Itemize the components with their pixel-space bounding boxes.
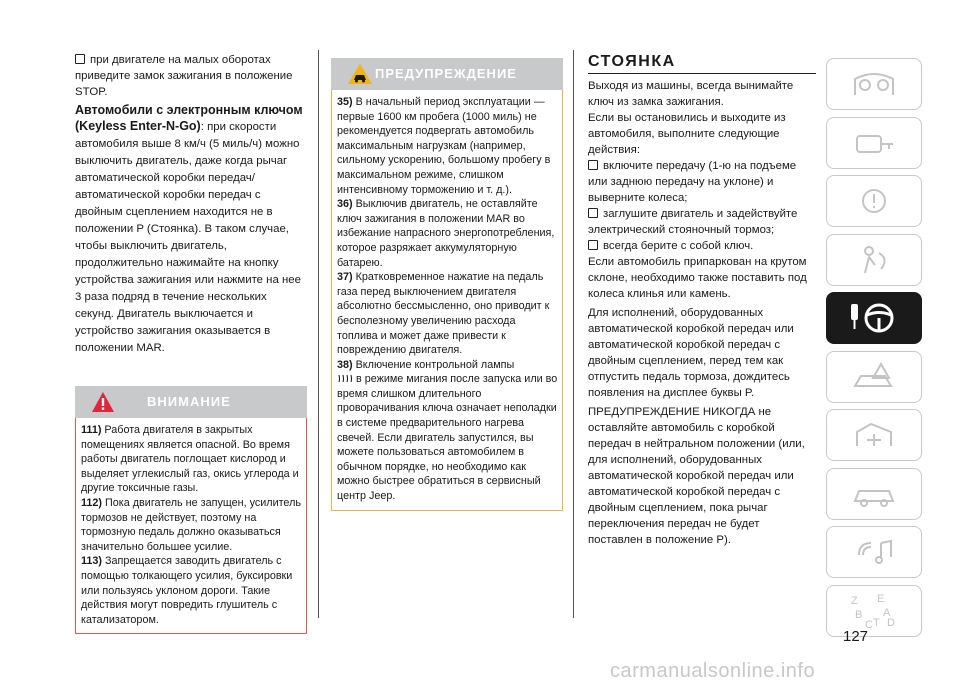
roadside-icon xyxy=(851,360,897,394)
warning-title: ВНИМАНИЕ xyxy=(147,394,231,409)
tab-service[interactable] xyxy=(826,409,922,461)
caution-content xyxy=(331,90,563,511)
caution-item-38-cont: в режиме мигания после запуска или во время слишком длительного проворачивания ключа означает неполадки в системе предварительного нагрева свечей. Если двигатель запустился, вы можете пользоваться автомобилем в обычном порядке, но необходимо как можно быстрее обратиться в сервисный центр Jeep. xyxy=(337,373,558,503)
column-left xyxy=(75,52,307,634)
steering-key-icon xyxy=(847,300,899,336)
watermark: carmanualsonline.info xyxy=(610,660,816,682)
car-key-icon xyxy=(851,126,897,160)
tab-multimedia[interactable] xyxy=(826,526,922,578)
tab-car-spec[interactable] xyxy=(826,468,922,520)
alphabet-letter-z: Z xyxy=(851,594,858,607)
caution-car-icon xyxy=(347,63,373,85)
multimedia-icon xyxy=(851,535,897,569)
car-spec-icon xyxy=(851,477,897,511)
column-divider-1 xyxy=(318,50,319,618)
alphabet-letter-e: E xyxy=(877,592,885,605)
alphabet-letter-t: T xyxy=(873,616,880,629)
caution-header xyxy=(331,58,563,90)
warning-block xyxy=(75,386,307,634)
alphabet-index-icon xyxy=(849,592,899,630)
tab-steering-key[interactable] xyxy=(826,292,922,344)
caution-title: ПРЕДУПРЕЖДЕНИЕ xyxy=(375,66,517,81)
parking-bullet-2: заглушите двигатель и задействуйте электрический стояночный тормоз; xyxy=(588,208,798,236)
parking-p1: Выходя из машины, всегда вынимайте ключ из замка зажигания. xyxy=(588,80,794,108)
caution-item-37: 37) Кратковременное нажатие на педаль газа перед выключением двигателя абсолютно бессмысленно, оно приводит к бесполезному увеличению расхода топлива и может даже привести к повреждению двигателя. xyxy=(337,271,550,357)
warning-item-112: 112) Пока двигатель не запущен, усилитель тормозов не действует, поэтому на тормозную педаль должно оказываться значительно большее усилие. xyxy=(81,496,302,553)
parking-p4: Для исполнений, оборудованных автоматической коробкой передач или автоматической коробкой передач с двойным сцеплением, перед тем как отпустить педаль тормоза, дождитесь появления на дисплее буквы P. xyxy=(588,307,794,399)
warning-header xyxy=(75,386,307,418)
warning-triangle-icon xyxy=(91,391,115,413)
section-title: СТОЯНКА xyxy=(588,53,676,70)
page-number: 127 xyxy=(843,628,869,645)
caution-item-35: 35) В начальный период эксплуатации — первые 1600 км пробега (1000 миль) не рекомендуется подвергать автомобиль максимальным нагрузкам (например, сильному ускорению, большому пробегу в максимальном режиме, слишком интенсивному торможению и т. д.). xyxy=(337,96,551,196)
column-right xyxy=(588,54,816,548)
parking-p2: Если вы остановились и выходите из автомобиля, выполните следующие действия: xyxy=(588,112,786,156)
parking-bullet-3: всегда берите с собой ключ. xyxy=(588,238,816,254)
car-dashboard-icon xyxy=(851,67,897,101)
tab-car-dashboard[interactable] xyxy=(826,58,922,110)
bullet-square-icon xyxy=(588,240,598,250)
alphabet-letter-a: A xyxy=(883,606,891,619)
keyless-paragraph xyxy=(75,102,307,356)
keyless-heading: Автомобили с электронным ключом (Keyless Enter-N-Go) xyxy=(75,103,303,133)
parking-p5: ПРЕДУПРЕЖДЕНИЕ НИКОГДА не оставляйте автомобиль с коробкой передач в нейтральном положении (или, для исполнений, оборудованных автоматической коробкой передач или автоматической коробкой передач с двойным сцеплением, пока рычаг переключения передач не будет поставлен в положение P). xyxy=(588,406,805,546)
warning-lamp-icon xyxy=(851,184,897,218)
chapter-sidebar xyxy=(826,58,922,643)
tab-car-key[interactable] xyxy=(826,117,922,169)
alphabet-letter-d: D xyxy=(887,616,895,629)
service-icon xyxy=(851,418,897,452)
intro-bullet: при двигателе на малых оборотах приведите замок зажигания в положение STOP. xyxy=(75,54,293,98)
bullet-square-icon xyxy=(588,208,598,218)
tab-warning-lamp[interactable] xyxy=(826,175,922,227)
alphabet-letter-c: C xyxy=(865,618,873,630)
glow-plug-icon xyxy=(337,373,353,383)
caution-item-36: 36) Выключив двигатель, не оставляйте ключ зажигания в положении MAR во избежание напрасного энергопотребления, которое разряжает аккумуляторную батарею. xyxy=(337,198,555,269)
warning-content xyxy=(75,418,307,634)
alphabet-letter-b: B xyxy=(855,608,863,621)
warning-item-111: 111) Работа двигателя в закрытых помещениях является опасной. Во время работы двигатель поглощает кислород и выделяет углекислый газ, окись углерода и другие токсичные газы. xyxy=(81,424,299,495)
caution-item-38: 38) Включение контрольной лампы xyxy=(337,358,515,371)
column-divider-2 xyxy=(573,50,574,618)
bullet-square-icon xyxy=(75,54,85,64)
title-rule xyxy=(588,73,816,74)
tab-alphabet-index[interactable] xyxy=(826,585,922,637)
parking-bullet-1: включите передачу (1-ю на подъеме или заднюю передачу на уклоне) и выверните колеса; xyxy=(588,160,797,204)
tab-airbag[interactable] xyxy=(826,234,922,286)
warning-item-113: 113) Запрещается заводить двигатель с помощью толкающего усилия, буксировки или пользуясь уклоном дороги. Такие действия могут повредить глушитель с катализатором. xyxy=(81,555,293,626)
tab-roadside[interactable] xyxy=(826,351,922,403)
bullet-square-icon xyxy=(588,160,598,170)
airbag-icon xyxy=(851,243,897,277)
parking-p3: Если автомобиль припаркован на крутом склоне, необходимо также поставить под колеса клинья или камень. xyxy=(588,256,807,300)
column-middle xyxy=(331,58,563,511)
keyless-text: : при скорости автомобиля выше 8 км/ч (5 миль/ч) можно выключить двигатель, даже когда рычаг автоматической коробки передач/автоматической коробки передач с двойным сцеплением находится не в положении P (Стоянка). В таком случае, чтобы выключить двигатель, продолжительно нажимайте на кнопку устройства зажигания или нажмите на нее 3 раза подряд в течение нескольких секунд. Двигатель выключается и устройство зажигания оказывается в положении MAR. xyxy=(75,121,301,354)
